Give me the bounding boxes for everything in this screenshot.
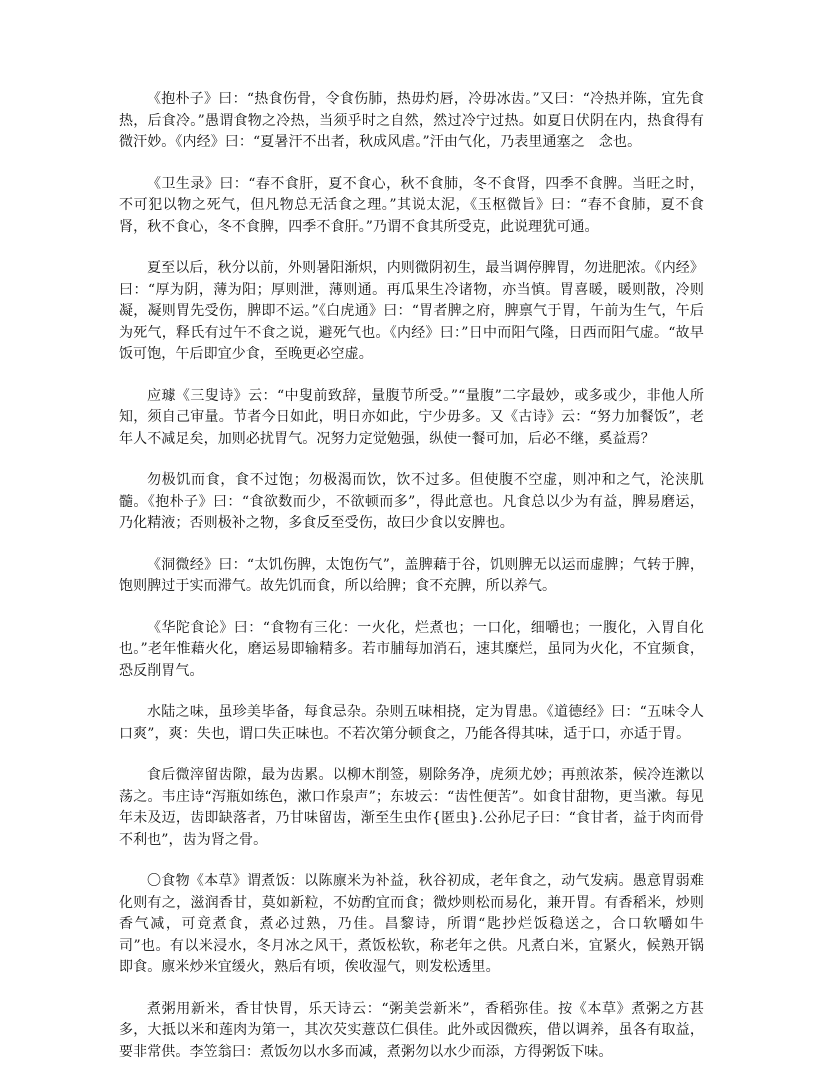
paragraph-6: 《洞微经》曰：“太饥伤脾，太饱伤气”，盖脾藉于谷，饥则脾无以运而虚脾；气转于脾，饱则脾过于实而滞气。故先饥而食，所以给脾；食不充脾，所以养气。 (119, 556, 704, 594)
paragraph-7: 《华陀食论》曰：“食物有三化：一火化，烂煮也；一口化，细嚼也；一腹化，入胃自化也。”老年惟藉火化，磨运易即输精多。若市脯每加消石，速其糜烂，虽同为火化，不宜频食，恐反削胃气。 (119, 619, 704, 679)
document-page (119, 89, 719, 1083)
paragraph-2: 《卫生录》曰：“春不食肝，夏不食心，秋不食肺，冬不食肾，四季不食脾。当旺之时，不可犯以物之死气，但凡物总无活食之理。”其说太泥，《玉枢微旨》曰：“春不食肺，夏不食肾，秋不食心，冬不食脾，四季不食肝。”乃谓不食其所受克，此说理犹可通。 (119, 175, 704, 235)
paragraph-9: 食后微滓留齿隙，最为齿累。以柳木削签，剔除务净，虎须尤妙；再煎浓茶，候冷连漱以荡之。韦庄诗“泻瓶如练色，漱口作泉声”；东坡云：“齿性便苦”。如食甘甜物，更当漱。每见年未及迈，齿即缺落者，乃甘味留齿，渐至生虫作{匿虫}.公孙尼子曰：“食甘者，益于肉而骨不利也”，齿为肾之骨。 (119, 767, 704, 848)
paragraph-11: 煮粥用新米，香甘快胃，乐天诗云：“粥美尝新米”，香稻弥佳。按《本草》煮粥之方甚多，大抵以米和莲肉为第一，其次芡实薏苡仁俱佳。此外或因微疾，借以调养，虽各有取益，要非常供。李笠翁曰：煮饭勿以水多而减，煮粥勿以水少而添，方得粥饭下味。 (119, 1000, 704, 1060)
paragraph-10: 〇食物《本草》谓煮饭：以陈廪米为补益，秋谷初成，老年食之，动气发病。愚意胃弱难化则有之，滋润香甘，莫如新粒，不妨酌宜而食；微炒则松而易化，兼开胃。有香稻米，炒则香气减，可竟煮食，煮必过熟，乃佳。昌黎诗，所谓“匙抄烂饭稳送之，合口软嚼如牛 司”也。有以米浸水，冬月冰之风干，煮饭松软，称老年之供。凡煮白米，宜紧火，候熟开锅即食。廪米炒米宜缓火，熟后有顷，俟收湿气，则发松透里。 (119, 873, 719, 975)
paragraph-5: 勿极饥而食，食不过饱；勿极渴而饮，饮不过多。但使腹不空虚，则冲和之气，沦浃肌髓。《抱朴子》曰：“食欲数而少，不欲顿而多”，得此意也。凡食总以少为有益，脾易磨运，乃化精液；否则极补之物，多食反至受伤，故曰少食以安脾也。 (119, 472, 704, 531)
paragraph-3: 夏至以后，秋分以前，外则暑阳渐炽，内则微阴初生，最当调停脾胃，勿进肥浓。《内经》曰：“厚为阴，薄为阳；厚则泄，薄则通。再瓜果生冷诸物，亦当慎。胃喜暖，暖则散，冷则凝，凝则胃先受伤，脾即不运。”《白虎通》曰：“胃者脾之府，脾禀气于胃，午前为生气，午后为死气，释氏有过午不食之说，避死气也。《内经》曰：”日中而阳气隆，日西而阳气虚。“故早饭可饱，午后即宜少食，至晚更必空虚。 (119, 260, 704, 362)
paragraph-8: 水陆之味，虽珍美毕备，每食忌杂。杂则五味相挠，定为胃患。《道德经》曰：“五味令人口爽”，爽：失也，谓口失正味也。不若次第分顿食之，乃能各得其味，适于口，亦适于胃。 (119, 704, 704, 742)
paragraph-4: 应璩《三叟诗》云：“中叟前致辞，量腹节所受。”“量腹”二字最妙，或多或少，非他人所知，须自己审量。节者今日如此，明日亦如此，宁少毋多。又《古诗》云：“努力加餐饭”，老年人不减足矣，加则必扰胃气。况努力定觉勉强，纵使一餐可加，后必不继，奚益焉？ (119, 387, 704, 447)
paragraph-1: 《抱朴子》曰：“热食伤骨，令食伤肺，热毋灼唇，冷毋冰齿。”又曰：“冷热并陈，宜先食热，后食冷。”愚谓食物之冷热，当须乎时之自然，然过冷宁过热。如夏日伏阴在内，热食得有微汗妙。《内经》曰：“夏暑汗不出者，秋成风虐。”汗由气化，乃表里通塞之 念也。 (119, 91, 704, 150)
